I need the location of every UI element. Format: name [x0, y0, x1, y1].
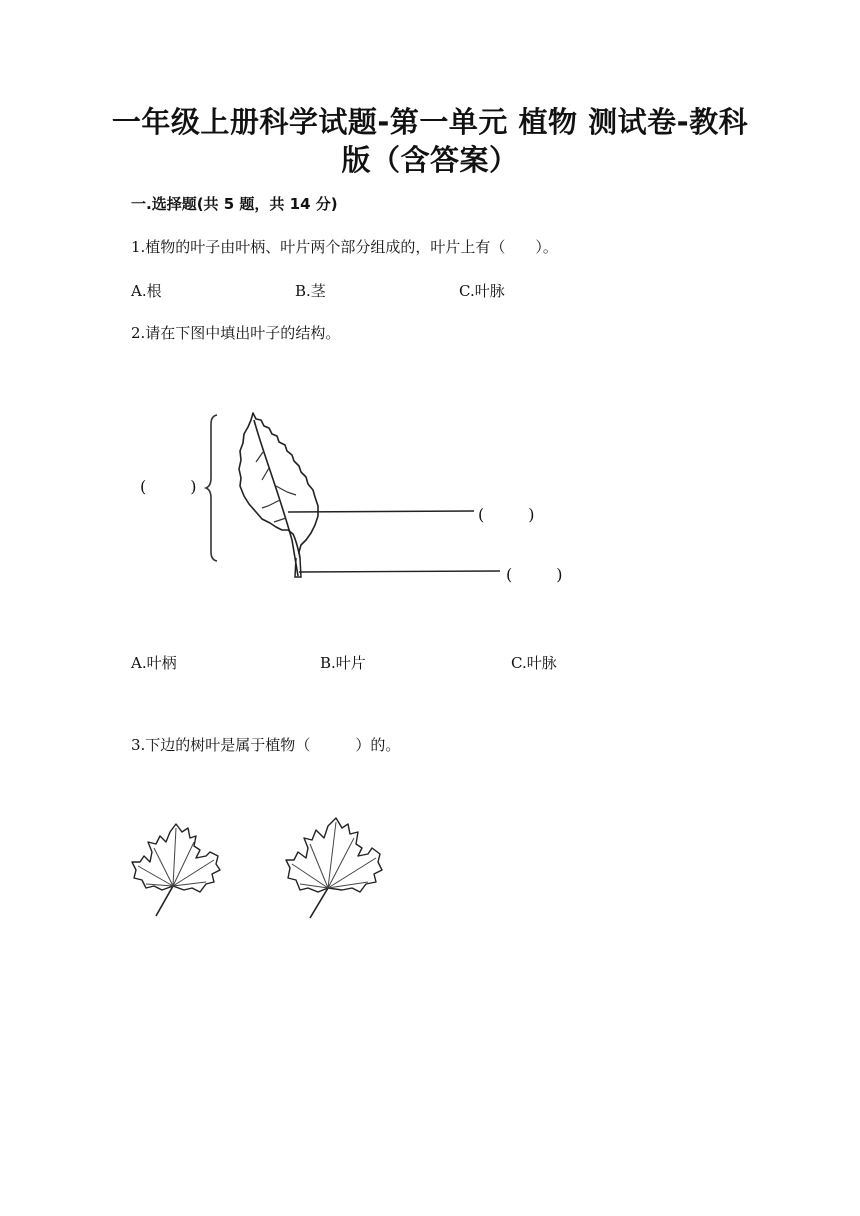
blank-leaf-petiole[interactable]: ( ): [506, 565, 567, 584]
q1-option-a[interactable]: A.根: [131, 282, 162, 300]
blank-leaf-vein[interactable]: ( ): [478, 505, 539, 524]
maple-leaf-icon: [286, 818, 382, 918]
q2-option-a[interactable]: A.叶柄: [131, 654, 177, 672]
q1-option-b[interactable]: B.茎: [295, 282, 326, 300]
blank-leaf-blade[interactable]: ( ): [140, 477, 201, 496]
title-line-2: 版（含答案）: [341, 143, 519, 177]
maple-leaf-icon: [132, 824, 220, 916]
section-heading: 一.选择题(共 5 题，共 14 分): [131, 195, 338, 213]
question-1: 1.植物的叶子由叶柄、叶片两个部分组成的，叶片上有（ ）。: [131, 238, 558, 256]
q2-option-b[interactable]: B.叶片: [320, 654, 366, 672]
question-2: 2.请在下图中填出叶子的结构。: [131, 324, 341, 342]
q1-option-c[interactable]: C.叶脉: [459, 282, 505, 300]
title-line-1: 一年级上册科学试题-第一单元 植物 测试卷-教科: [111, 105, 749, 139]
q2-option-c[interactable]: C.叶脉: [511, 654, 557, 672]
question-3: 3.下边的树叶是属于植物（ ）的。: [131, 736, 401, 754]
